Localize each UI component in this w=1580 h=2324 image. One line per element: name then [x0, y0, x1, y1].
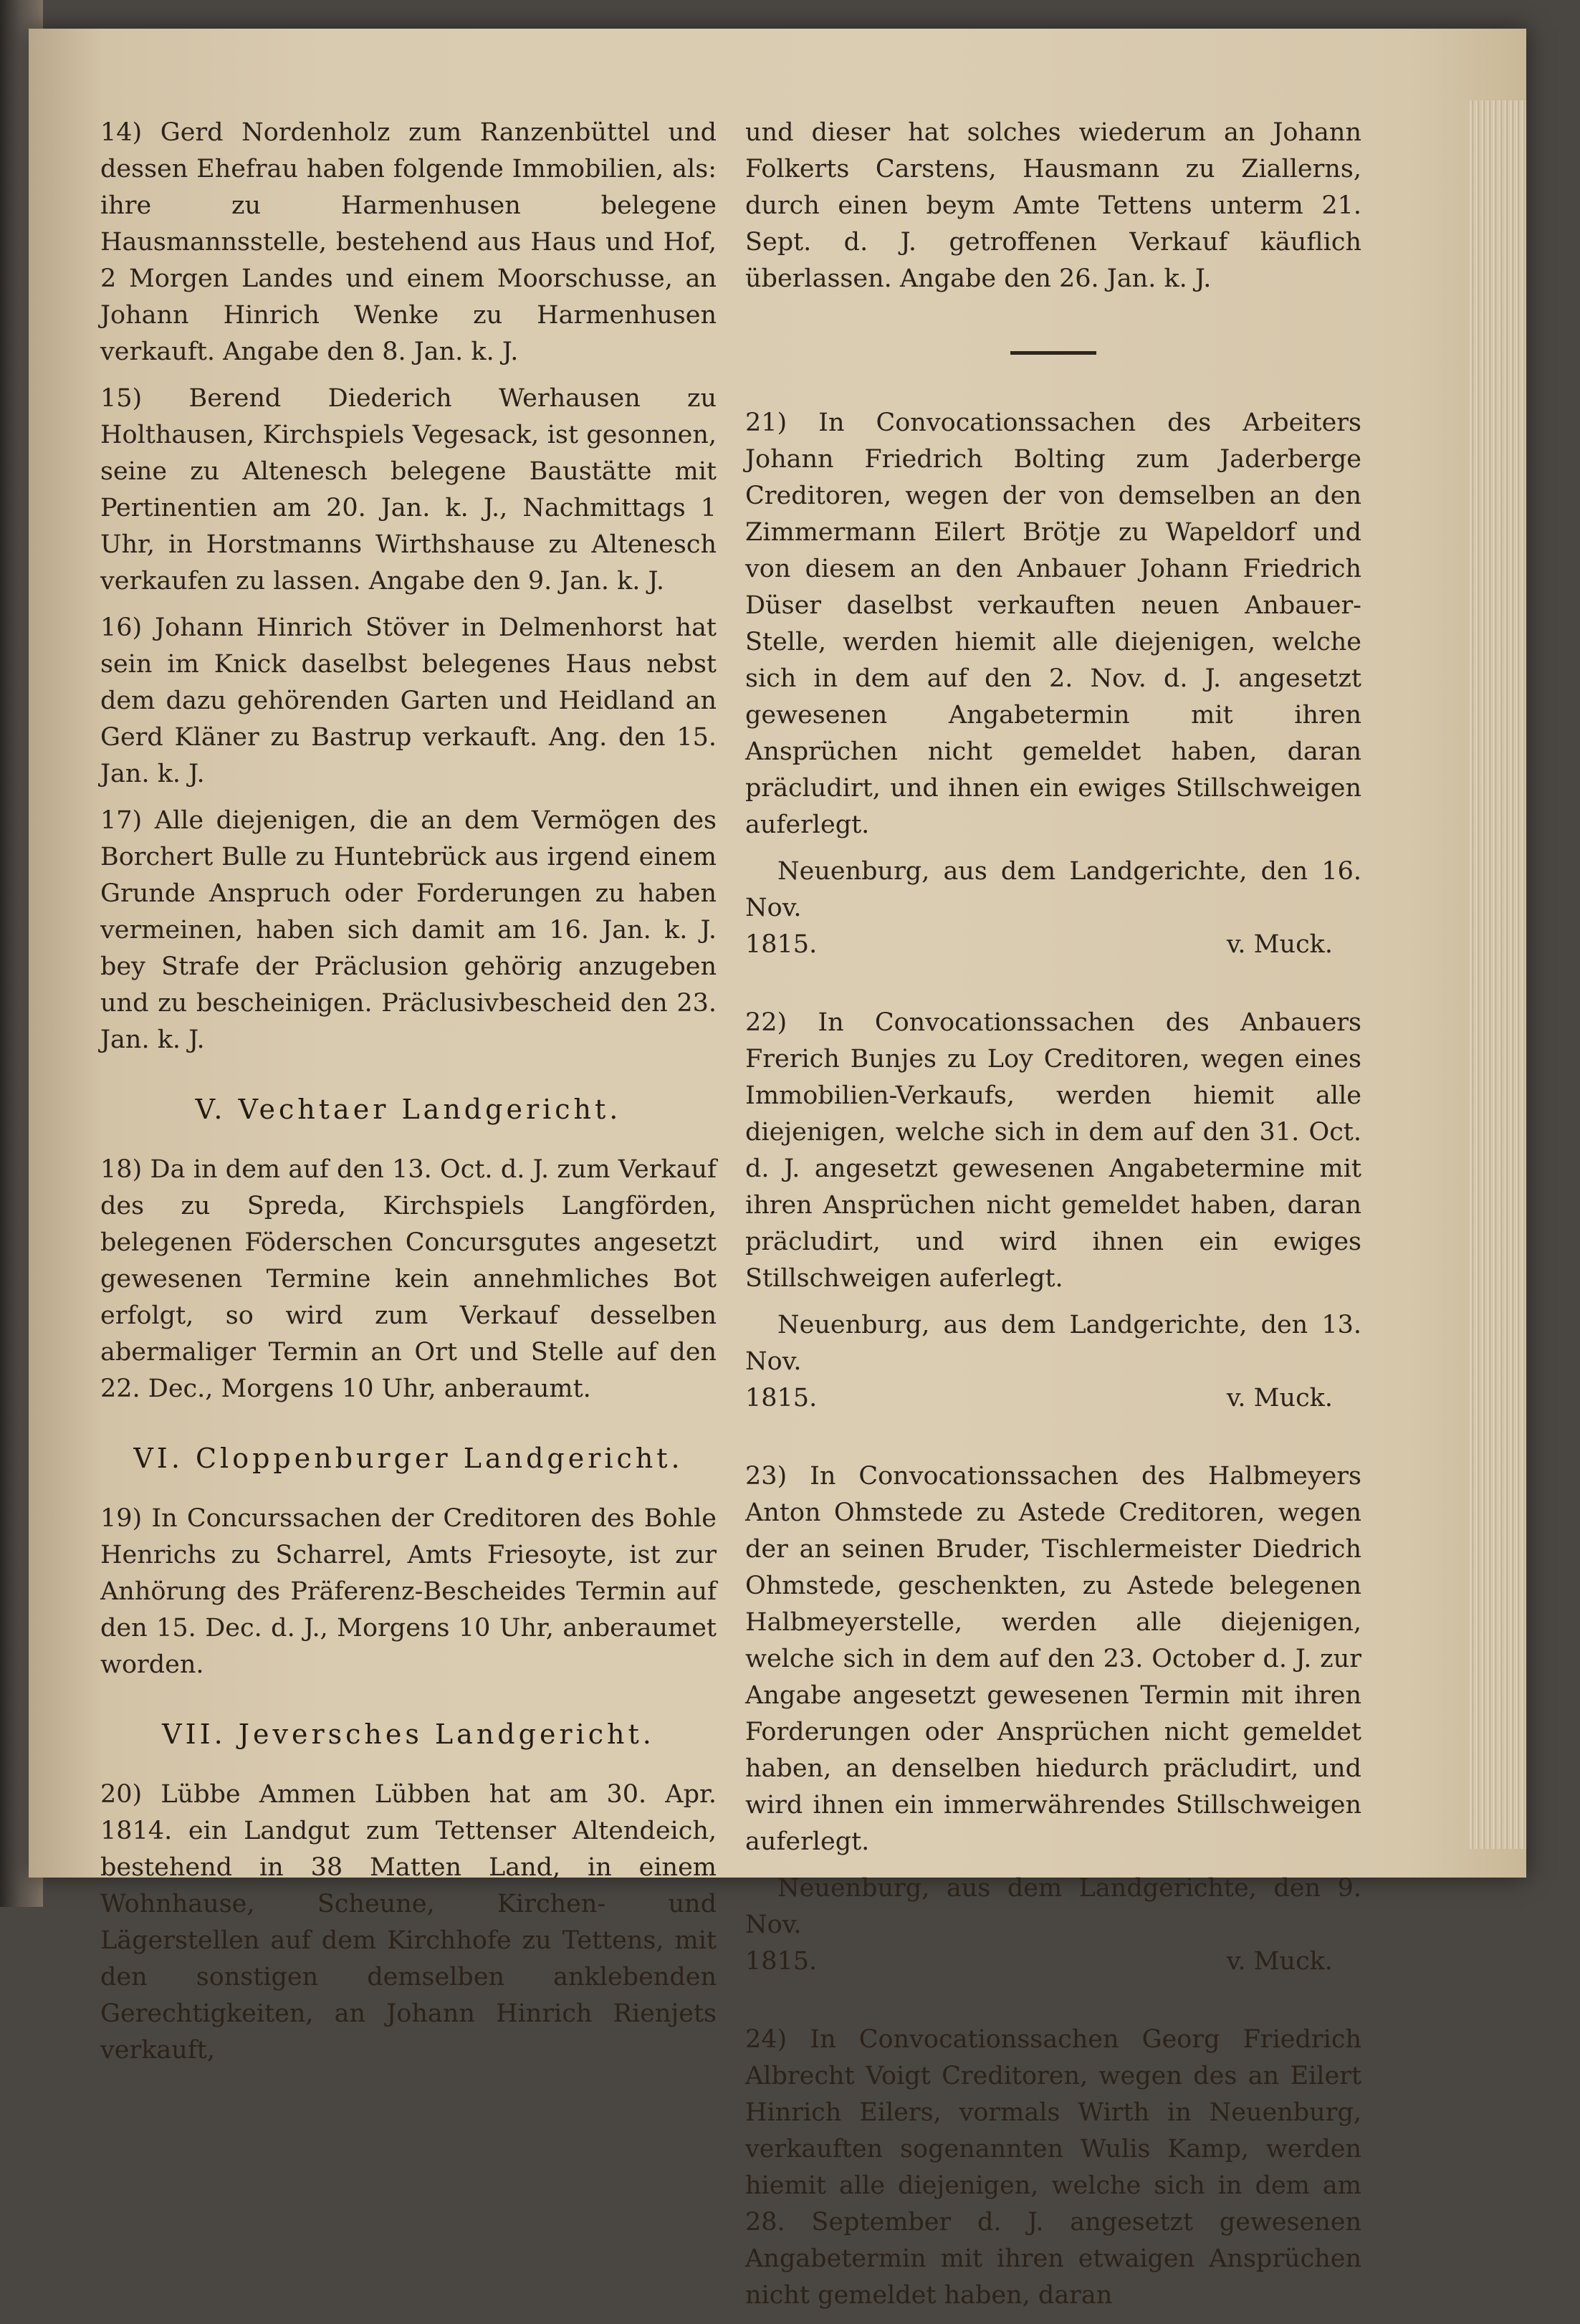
document-page [29, 29, 1526, 2310]
left-column [100, 115, 717, 2079]
section-heading-cloppenburg: VI. Cloppenburger Landgericht. [133, 1443, 684, 1474]
signature-year: 1815. [745, 1384, 818, 1412]
notice-24: 24) In Convocationssachen Georg Friedrich Albrecht Voigt Creditoren, wegen des an Eilert Hinrich Eilers, vormals Wirth in Neuenburg, verkauften sogenannten Wulis Kamp, werden hiemit alle diejenigen, welche sich in dem am 28. September d. J. angesetzt gewesenen Angabetermin mit ihren etwaigen Ansprüchen nicht gemeldet haben, daran [745, 2025, 1361, 2310]
section-heading-vechta: V. Vechtaer Landgericht. [195, 1094, 622, 1125]
notice-21: 21) In Convocationssachen des Arbeiters Johann Friedrich Bolting zum Jaderberge Creditoren, wegen der von demselben an den Zimmermann Eilert Brötje zu Wapeldorf und von diesem an den Anbauer Johann Friedrich Düser daselbst verkauften neuen Anbauer-Stelle, werden hiemit alle diejenigen, welche sich in dem auf den 2. Nov. d. J. angesetzt gewesenen Angabetermin mit ihren Ansprüchen nicht gemeldet haben, daran präcludirt, und ihnen ein ewiges Stillschweigen auferlegt. [745, 408, 1361, 839]
page-edges [1469, 100, 1526, 1849]
notice-23-signature [745, 1870, 1361, 1980]
notice-15: 15) Berend Diederich Werhausen zu Holthausen, Kirchspiels Vegesack, ist gesonnen, seine zu Altenesch belegene Baustätte mit Pertinentien am 20. Jan. k. J., Nachmittags 1 Uhr, in Horstmanns Wirthshause zu Altenesch verkaufen zu lassen. Angabe den 9. Jan. k. J. [100, 384, 717, 596]
notice-14: 14) Gerd Nordenholz zum Ranzenbüttel und dessen Ehefrau haben folgende Immobilien, als: ihre zu Harmenhusen belegene Hausmannsstelle, bestehend aus Haus und Hof, 2 Morgen Landes und einem Moorschusse, an Johann Hinrich Wenke zu Harmenhusen verkauft. Angabe den 8. Jan. k. J. [100, 118, 717, 366]
notice-21-signature [745, 853, 1361, 963]
signature-signer: v. Muck. [1226, 1384, 1333, 1412]
signature-signer: v. Muck. [1226, 930, 1333, 959]
notice-22-signature [745, 1307, 1361, 1417]
section-separator [1010, 351, 1096, 355]
signature-year: 1815. [745, 1947, 818, 1976]
notice-23: 23) In Convocationssachen des Halbmeyers Anton Ohmstede zu Astede Creditoren, wegen der an seinen Bruder, Tischlermeister Diedrich Ohmstede, geschenkten, zu Astede belegenen Halbmeyerstelle, werden alle diejenigen, welche sich in dem auf den 23. October d. J. zur Angabe angesetzt gewesenen Termin mit ihren Forderungen oder Ansprüchen nicht gemeldet haben, an denselben hiedurch präcludirt, und wird ihnen ein immerwährendes Stillschweigen auferlegt. [745, 1462, 1361, 1856]
notice-17: 17) Alle diejenigen, die an dem Vermögen des Borchert Bulle zu Huntebrück aus irgend einem Grunde Anspruch oder Forderungen zu haben vermeinen, haben sich damit am 16. Jan. k. J. bey Strafe der Präclusion gehörig anzugeben und zu bescheinigen. Präclusivbescheid den 23. Jan. k. J. [100, 806, 717, 1054]
signature-year: 1815. [745, 930, 818, 959]
notice-16: 16) Johann Hinrich Stöver in Delmenhorst hat sein im Knick daselbst belegenes Haus nebst dem dazu gehörenden Garten und Heidland an Gerd Kläner zu Bastrup verkauft. Ang. den 15. Jan. k. J. [100, 613, 717, 788]
notice-20: 20) Lübbe Ammen Lübben hat am 30. Apr. 1814. ein Landgut zum Tettenser Altendeich, bestehend in 38 Matten Land, in einem Wohnhause, Scheune, Kirchen- und Lägerstellen auf dem Kirchhofe zu Tettens, mit den sonstigen demselben anklebenden Gerechtigkeiten, an Johann Hinrich Rienjets verkauft, [100, 1780, 717, 2065]
signature-place-date: Neuenburg, aus dem Landgerichte, den 9. Nov. [745, 1874, 1361, 1939]
notice-20-continued: und dieser hat solches wiederum an Johann Folkerts Carstens, Hausmann zu Ziallerns, durch einen beym Amte Tettens unterm 21. Sept. d. J. getroffenen Verkauf käuflich überlassen. Angabe den 26. Jan. k. J. [745, 118, 1361, 293]
notice-22: 22) In Convocationssachen des Anbauers Frerich Bunjes zu Loy Creditoren, wegen eines Immobilien-Verkaufs, werden hiemit alle diejenigen, welche sich in dem auf den 31. Oct. d. J. angesetzt gewesenen Angabetermine mit ihren Ansprüchen nicht gemeldet haben, daran präcludirt, und wird ihnen ein ewiges Stillschweigen auferlegt. [745, 1008, 1361, 1293]
signature-place-date: Neuenburg, aus dem Landgerichte, den 16. Nov. [745, 857, 1361, 922]
notice-18: 18) Da in dem auf den 13. Oct. d. J. zum Verkauf des zu Spreda, Kirchspiels Langförden, belegenen Föderschen Concursgutes angesetzt gewesenen Termine kein annehmliches Bot erfolgt, so wird zum Verkauf desselben abermaliger Termin an Ort und Stelle auf den 22. Dec., Morgens 10 Uhr, anberaumt. [100, 1155, 717, 1403]
signature-signer: v. Muck. [1226, 1947, 1333, 1976]
section-heading-jever: VII. Jeversches Landgericht. [162, 1718, 655, 1750]
right-column [745, 115, 1361, 2324]
signature-place-date: Neuenburg, aus dem Landgerichte, den 13. Nov. [745, 1311, 1361, 1376]
notice-19: 19) In Concurssachen der Creditoren des Bohle Henrichs zu Scharrel, Amts Friesoyte, ist zur Anhörung des Präferenz-Bescheides Termin auf den 15. Dec. d. J., Morgens 10 Uhr, anberaumet worden. [100, 1504, 717, 1679]
